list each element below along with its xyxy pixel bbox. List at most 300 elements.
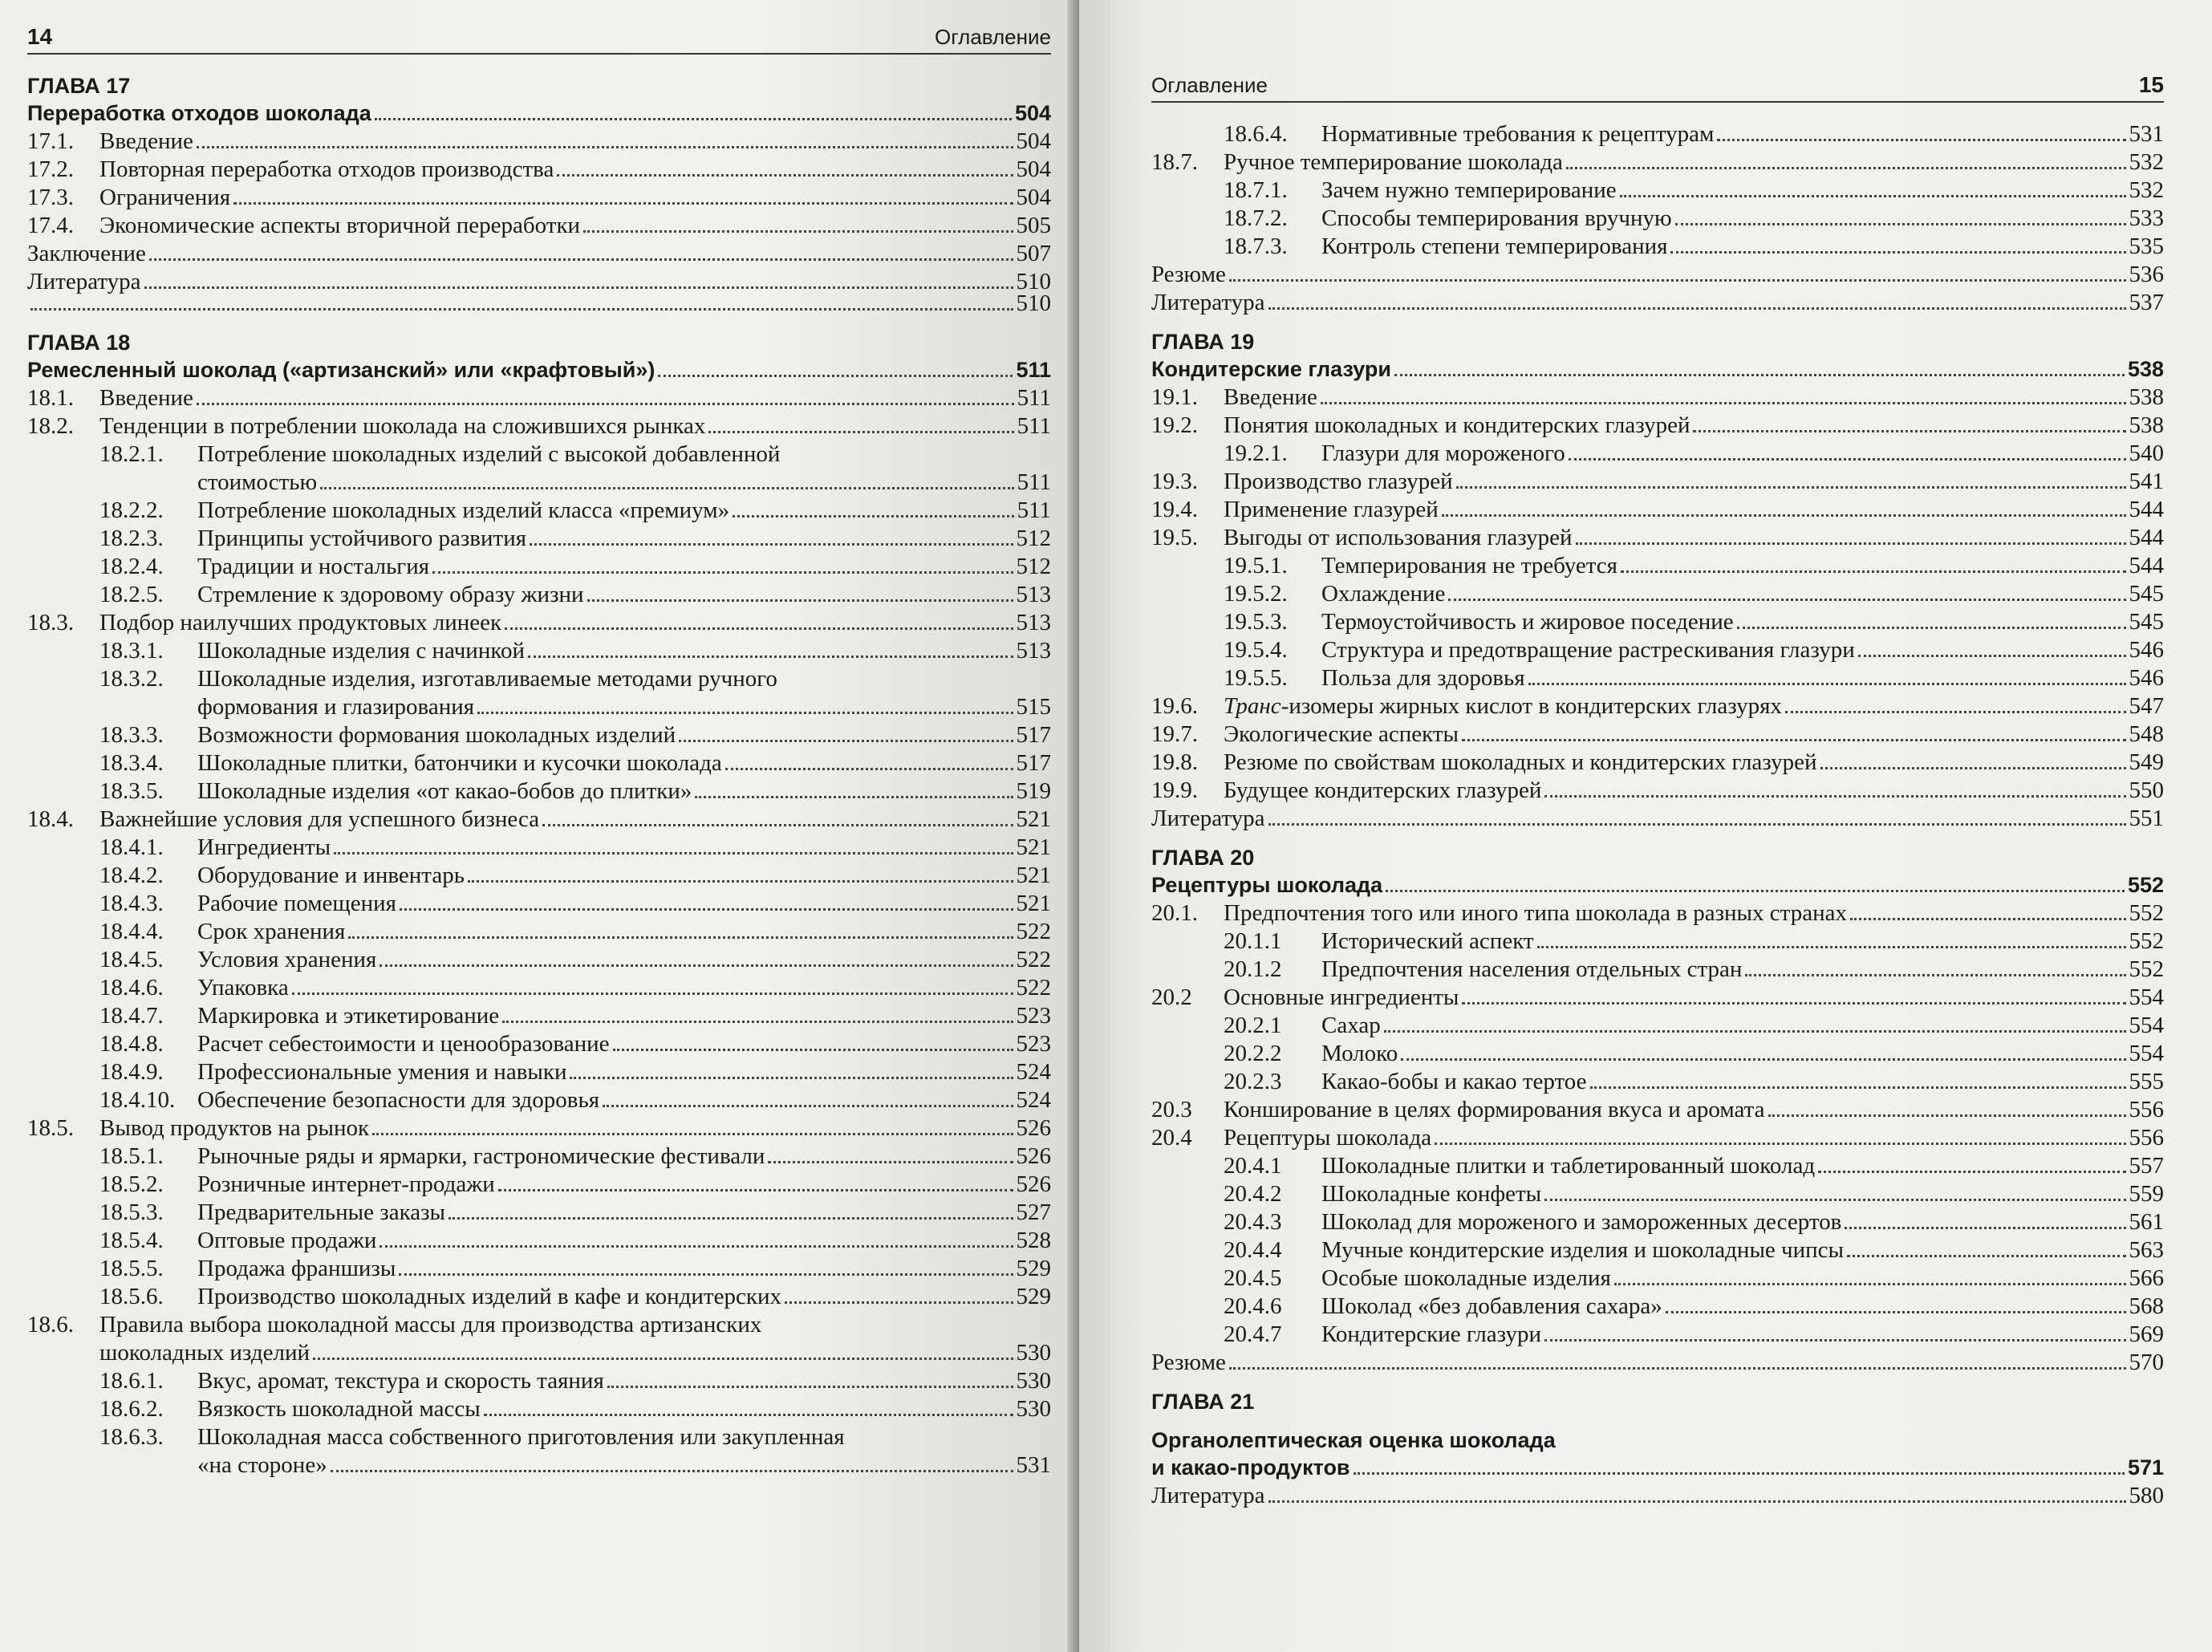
toc-entry [1151,636,2164,664]
entry-page: 533 [2129,205,2164,231]
entry-page: 538 [2129,384,2164,410]
page-number: 14 [27,24,53,49]
entry-title-text: Шоколадные плитки и таблетированный шоколад [1321,1153,1816,1179]
entry-number: 20.1. [1151,900,1198,926]
dot-leader [587,599,1013,602]
entry-title-text: Особые шоколадные изделия [1321,1265,1611,1291]
entry-title-text: Предварительные заказы [197,1199,446,1225]
toc-entry [27,1227,1051,1255]
entry-title-text: Литература [1151,1483,1265,1508]
toc-entry [1151,496,2164,524]
entry-number: 18.3.5. [99,778,164,804]
dot-leader [484,1414,1013,1416]
dot-leader [1321,402,2126,404]
entry-title-text: Шоколадные изделия «от какао-бобов до плитки» [197,778,692,804]
entry-number: 20.4.6 [1224,1293,1282,1319]
entry-number: 18.7.1. [1224,177,1288,203]
entry-title-text: Будущее кондитерских глазурей [1224,777,1542,803]
entry-title-italic: Транс [1224,693,1281,719]
entry-title [1224,692,1782,720]
entry-number: 18.1. [27,385,74,411]
entry-title [1224,1124,1431,1152]
entry-title-text: Зачем нужно темперирование [1321,177,1617,203]
entry-title-cont: стоимостью [197,469,318,495]
entry-page: 566 [2129,1265,2164,1291]
entry-title [1224,720,1459,749]
entry-title [1321,440,1565,468]
dot-leader [30,308,1013,311]
entry-number: 17.3. [27,185,74,210]
entry-title [1321,233,1667,261]
entry-number: 20.1.1 [1224,928,1282,954]
toc-entry [1151,805,2164,833]
entry-number: 19.8. [1151,749,1198,775]
entry-title [197,890,396,918]
dot-leader [334,852,1013,854]
entry-title-text: Шоколад для мороженого и замороженных десертов [1321,1209,1842,1235]
toc-entry [1151,927,2164,956]
chapter-title: Органолептическая оценка шоколада [1151,1428,1556,1452]
entry-title-text: Экологические аспекты [1224,721,1459,747]
toc-entry [27,721,1051,749]
dot-leader [1666,1311,2126,1313]
entry-number: 20.4.5 [1224,1265,1282,1291]
entry-title [197,1395,481,1423]
entry-page: 517 [1016,750,1051,776]
entry-title-cont: шоколадных изделий [99,1340,310,1366]
dot-leader [468,880,1013,883]
entry-title-text: Продажа франшизы [197,1256,396,1281]
dot-leader [1693,430,2125,432]
dot-leader [432,571,1013,574]
toc-entry [27,1255,1051,1283]
entry-number: 20.2.1 [1224,1013,1282,1038]
toc-entry [27,1030,1051,1058]
left-page [0,0,1075,1652]
dot-leader [785,1301,1013,1304]
entry-page: 544 [2129,553,2164,578]
entry-title [197,721,676,749]
entry-line [99,1339,1051,1367]
entry-title-text: Оптовые продажи [197,1228,377,1253]
chapter-page: 504 [1014,101,1051,125]
chapter-page: 571 [2127,1455,2164,1479]
toc-entry [27,1143,1051,1171]
entry-number: 18.6.4. [1224,121,1288,147]
entry-number: 18.5.6. [99,1284,164,1309]
entry-title-text: Резюме по свойствам шоколадных и кондитерских глазурей [1224,749,1817,775]
toc-entry [27,609,1051,637]
entry-number: 19.7. [1151,721,1198,747]
toc-entry [27,184,1051,212]
dot-leader [733,515,1013,518]
dot-leader [320,487,1013,489]
toc-entry [1151,1012,2164,1040]
toc-entry [27,749,1051,777]
entry-title-text: Мучные кондитерские изделия и шоколадные чипсы [1321,1237,1845,1263]
right-page [1079,0,2212,1652]
entry-page: 544 [2129,497,2164,522]
entry-title [197,862,465,890]
entry-title-text: Важнейшие условия для успешного бизнеса [99,806,540,832]
dot-leader [613,1049,1013,1051]
entry-title [197,497,729,525]
toc-entry [1151,468,2164,496]
entry-number: 19.5.4. [1224,637,1288,663]
dot-leader [1442,514,2126,517]
entry-title-text: Потребление шоколадных изделий класса «премиум» [197,497,730,523]
entry-page: 554 [2129,984,2164,1010]
entry-page: 530 [1016,1340,1051,1366]
toc-entry [1151,1124,2164,1152]
toc-entry [27,553,1051,581]
toc-entry [27,1283,1051,1311]
entry-title [1321,580,1445,608]
entry-title-text: Литература [1151,806,1265,831]
entry-number: 19.6. [1151,693,1198,719]
entry-number: 20.4.2 [1224,1181,1282,1207]
toc-entry [1151,1293,2164,1321]
entry-title [197,749,722,777]
toc-entry [27,834,1051,862]
toc-entry [27,240,1051,268]
entry-title [1151,1349,1226,1377]
entry-page: 504 [1016,185,1051,210]
chapter-title: Ремесленный шоколад («артизанский» или «крафтовый») [27,358,655,382]
entry-number: 19.5.2. [1224,581,1288,607]
entry-page: 513 [1016,582,1051,607]
entry-number: 18.7.3. [1224,233,1288,259]
entry-number: 20.2.3 [1224,1069,1282,1094]
entry-title-text: Сахар [1321,1013,1381,1038]
entry-page: 569 [2129,1321,2164,1347]
entry-page: 513 [1016,610,1051,635]
entry-page: 551 [2129,806,2164,831]
dot-leader [448,1217,1013,1220]
toc-entry [1151,984,2164,1012]
chapter-title-cont: и какао-продуктов [1151,1455,1350,1479]
entry-number: 20.4 [1151,1125,1192,1151]
entry-title [1321,552,1617,580]
toc-entry [1151,1321,2164,1349]
entry-title [1321,1012,1381,1040]
entry-title-text: Применение глазурей [1224,497,1439,522]
entry-page: 522 [1016,975,1051,1001]
entry-title-text: Шоколадные плитки, батончики и кусочки шоколада [197,750,722,776]
entry-title [197,1058,566,1086]
entry-page: 531 [2129,121,2164,147]
entry-page: 552 [2129,956,2164,982]
dot-leader [1745,974,2125,976]
dot-leader [1621,570,2126,573]
dot-leader [1818,1171,2125,1173]
entry-page: 554 [2129,1041,2164,1066]
dot-leader [505,627,1013,630]
entry-page: 541 [2129,469,2164,494]
entry-number: 19.1. [1151,384,1198,410]
entry-number: 18.2.1. [99,441,164,467]
entry-page: 526 [1016,1115,1051,1141]
entry-title-cont: формования и глазирования [197,694,475,720]
dot-leader [1620,195,2126,197]
entry-number: 18.7. [1151,149,1198,175]
entry-title-text: Традиции и ностальгия [197,554,430,579]
dot-leader [1462,739,2125,741]
entry-page: 531 [1016,1452,1051,1478]
entry-page: 510 [1016,269,1051,294]
toc-entry [1151,749,2164,777]
toc-entry [1151,148,2164,177]
dot-leader [1785,711,2126,713]
entry-number: 18.4.8. [99,1031,164,1057]
entry-number: 18.4.4. [99,919,164,944]
toc-entry [1151,1068,2164,1096]
entry-title-text: Заключение [27,241,146,266]
entry-title [1224,148,1563,177]
dot-leader [1590,1086,2126,1089]
dot-leader [1229,279,2126,282]
entry-title-text: Термоустойчивость и жировое поседение [1321,609,1734,635]
dot-leader [583,230,1013,233]
entry-page: 524 [1016,1087,1051,1113]
entry-body [197,440,1051,497]
entry-title-text: Вывод продуктов на рынок [99,1115,370,1141]
toc-entry [27,1086,1051,1114]
dot-leader [1462,1002,2125,1005]
toc-entry [27,1171,1051,1199]
entry-page: 511 [1017,385,1051,411]
entry-page: 552 [2129,928,2164,954]
entry-page: 504 [1016,156,1051,182]
chapter-title: Кондитерские глазури [1151,357,1391,381]
dot-leader [708,431,1013,433]
entry-page: 519 [1016,778,1051,804]
entry-page: 512 [1016,526,1051,551]
toc-entry [27,890,1051,918]
entry-title-text: Вкус, аромат, текстура и скорость таяния [197,1368,604,1394]
toc-entry [1151,233,2164,261]
toc-entry [27,862,1051,890]
entry-number: 18.5.4. [99,1228,164,1253]
entry-title-text: Способы темперирования вручную [1321,205,1672,231]
entry-title [1224,524,1573,552]
entry-number: 19.9. [1151,777,1198,803]
entry-title [197,974,289,1002]
dot-leader [557,174,1013,177]
toc-entry [1151,177,2164,205]
entry-number: 18.4.7. [99,1003,164,1029]
toc-entry [1151,664,2164,692]
entry-page: 532 [2129,177,2164,203]
entry-title [1224,468,1453,496]
toc-entry [1151,552,2164,580]
dot-leader [498,1189,1013,1191]
entry-number: 18.4.6. [99,975,164,1001]
entry-title [1321,177,1617,205]
entry-page: 511 [1017,413,1051,439]
entry-title [1224,384,1317,412]
entry-title [1224,899,1847,927]
toc-entry [27,290,1051,318]
entry-number: 19.5. [1151,525,1198,550]
page-number: 15 [2138,72,2164,97]
entry-title [99,128,193,156]
toc-entry [27,412,1051,440]
entry-page: 526 [1016,1171,1051,1197]
entry-title-text: Резюме [1151,262,1226,287]
entry-title [197,1030,610,1058]
dot-leader [372,1133,1013,1135]
entry-title [27,268,141,296]
entry-title: Шоколадная масса собственного приготовления или закупленная [197,1424,845,1450]
dot-leader [1566,167,2126,169]
dot-leader [1845,1227,2125,1229]
entry-number: 20.4.4 [1224,1237,1282,1263]
dot-leader [379,1245,1013,1248]
dot-leader [233,202,1013,205]
dot-leader [679,740,1013,742]
dot-leader [1768,1114,2126,1117]
entry-title [1151,261,1226,289]
entry-title [1224,749,1817,777]
entry-title-text: Конширование в целях формирования вкуса и аромата [1224,1097,1765,1122]
chapter-page: 511 [1016,358,1051,382]
entry-title-text: Нормативные требования к рецептурам [1321,121,1715,147]
entry-page: 536 [2129,262,2164,287]
dot-leader [292,992,1013,995]
entry-title [99,806,539,834]
entry-title [197,1086,599,1114]
entry-page: 529 [1016,1284,1051,1309]
toc-entry [1151,440,2164,468]
entry-page: 580 [2129,1483,2164,1508]
entry-title-text: Расчет себестоимости и ценообразование [197,1031,610,1057]
entry-title [1321,608,1734,636]
entry-number: 18.4.2. [99,863,164,888]
dot-leader [1544,1199,2125,1201]
entry-title [99,212,580,240]
entry-page: 550 [2129,777,2164,803]
toc-entry [1151,120,2164,148]
entry-title-text: Повторная переработка отходов производства [99,156,554,182]
entry-title [197,1367,604,1395]
entry-title [1321,1264,1611,1293]
entry-title-text: -изомеры жирных кислот в кондитерских глазурях [1281,693,1782,719]
toc-entry [1151,692,2164,720]
entry-page: 522 [1016,947,1051,972]
entry-page: 538 [2129,412,2164,438]
entry-title [1151,805,1265,833]
entry-number: 20.4.3 [1224,1209,1282,1235]
entry-title [1321,636,1855,664]
toc-entry [1151,720,2164,749]
entry-page: 515 [1016,694,1051,720]
dot-leader [1569,458,2126,461]
toc-entry [27,440,1051,497]
entry-page: 521 [1016,834,1051,860]
entry-number: 18.5.2. [99,1171,164,1197]
toc-entry [1151,524,2164,552]
right-running-head [1151,72,2164,103]
entry-page: 549 [2129,749,2164,775]
dot-leader [1670,251,2125,254]
entry-number: 18.2.5. [99,582,164,607]
chapter-label: ГЛАВА 17 [27,74,131,98]
entry-title [197,1143,765,1171]
dot-leader [1354,1472,2125,1475]
entry-title-text: Охлаждение [1321,581,1446,607]
entry-number: 18.2.2. [99,497,164,523]
entry-title-text: Кондитерские глазури [1321,1321,1541,1347]
entry-title [27,240,146,268]
chapter-title-line [27,99,1051,128]
dot-leader [375,118,1012,120]
chapter-page: 538 [2127,357,2164,381]
entry-number: 18.4.5. [99,947,164,972]
toc-entry [27,1058,1051,1086]
entry-page: 546 [2129,637,2164,663]
entry-page: 507 [1016,241,1051,266]
entry-title [197,553,429,581]
entry-number: 18.6.1. [99,1368,164,1394]
entry-title [197,1002,499,1030]
running-title: Оглавление [1151,73,1268,97]
entry-title [1321,1208,1841,1236]
dot-leader [1850,918,2126,920]
entry-page: 526 [1016,1143,1051,1169]
entry-title-text: Условия хранения [197,947,377,972]
dot-leader [144,286,1013,289]
entry-title [197,1283,781,1311]
dot-leader [607,1386,1013,1388]
entry-line [197,469,1051,497]
toc-entry [1151,1349,2164,1377]
dot-leader [1614,1283,2126,1285]
entry-title-text: Выгоды от использования глазурей [1224,525,1573,550]
entry-page: 504 [1016,128,1051,154]
entry-title-text: Литература [1151,290,1265,315]
chapter-label: ГЛАВА 21 [1151,1390,1255,1414]
entry-page: 535 [2129,233,2164,259]
entry-title-text: Ингредиенты [197,834,331,860]
chapter-title: Рецептуры шоколада [1151,873,1383,897]
entry-title [197,581,584,609]
entry-title [197,1171,495,1199]
toc-entry [1151,1208,2164,1236]
entry-title: Потребление шоколадных изделий с высокой добавленной [197,441,781,467]
entry-number: 18.5.5. [99,1256,164,1281]
entry-title [197,1227,376,1255]
entry-page: 523 [1016,1003,1051,1029]
entry-page: 529 [1016,1256,1051,1281]
entry-title [1321,664,1525,692]
toc-entry [1151,1482,2164,1510]
entry-title-text: Ручное темперирование шоколада [1224,149,1563,175]
entry-title [1224,412,1690,440]
entry-number: 18.2.4. [99,554,164,579]
toc-entry [27,1423,1051,1479]
entry-title [197,834,331,862]
entry-number: 18.3.4. [99,750,164,776]
dot-leader [768,1161,1013,1163]
chapter-label: ГЛАВА 18 [27,331,131,355]
dot-leader [1847,1255,2125,1257]
dot-leader [695,796,1013,798]
entry-title-text: Предпочтения населения отдельных стран [1321,956,1743,982]
entry-title-text: Срок хранения [197,919,346,944]
entry-page: 570 [2129,1350,2164,1375]
entry-page: 554 [2129,1013,2164,1038]
